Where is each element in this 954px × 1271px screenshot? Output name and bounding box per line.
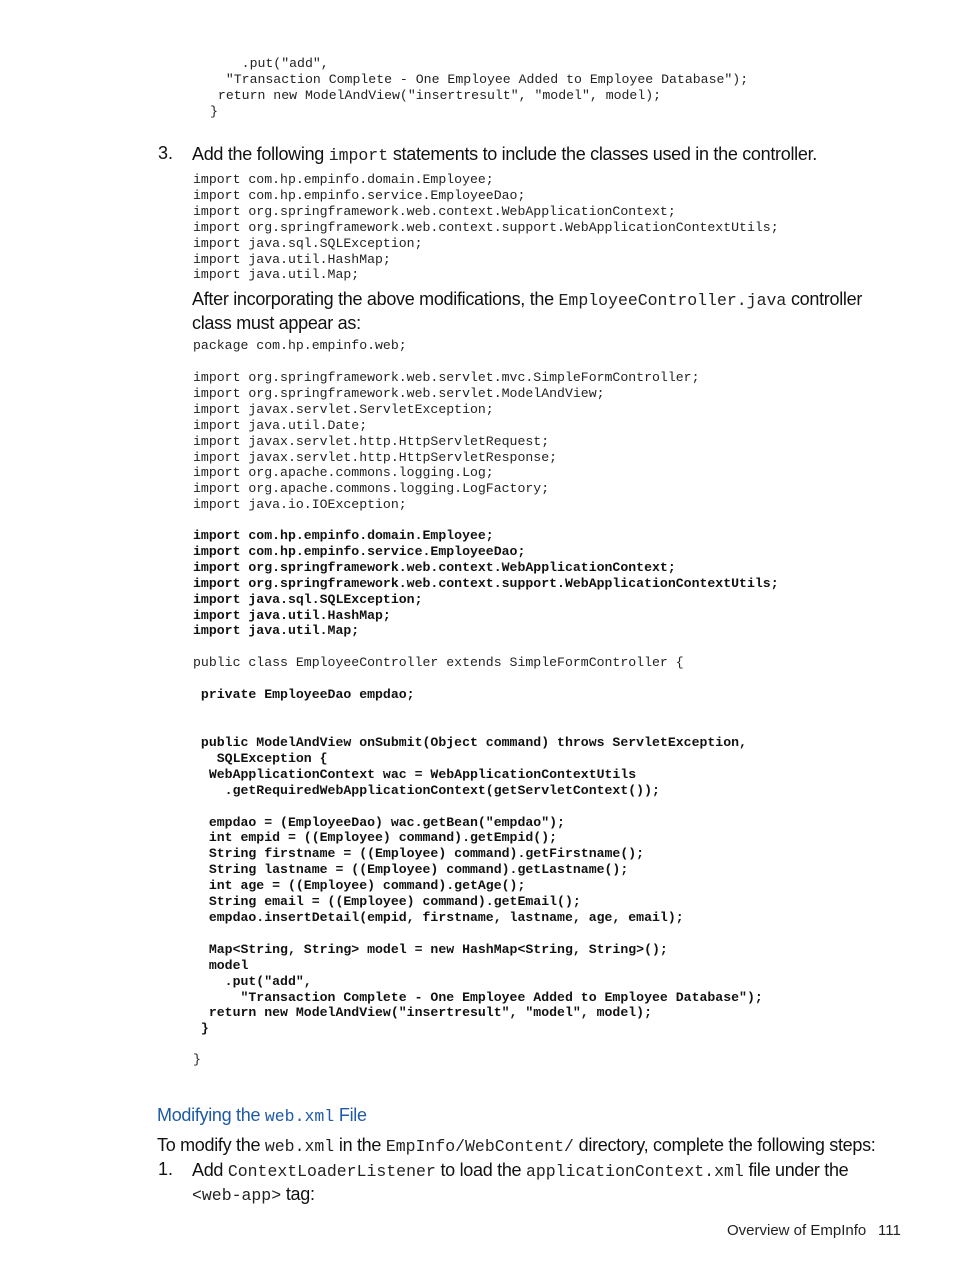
text: Add the following (192, 144, 329, 164)
inline-code: applicationContext.xml (525, 1162, 744, 1181)
code-field-declaration: private EmployeeDao empdao; (193, 687, 415, 702)
code-bold-imports: import com.hp.empinfo.domain.Employee; import com.hp.empinfo.service.EmployeeDao; import org.springframework.web.context.WebApplicationContext; import org.springframework.web.context.support.WebApplicationContextUtils; import java.sql.SQLException; import java.util.HashMap; import java.util.Map; (193, 528, 779, 639)
paragraph-after-modifications (192, 288, 892, 334)
intro-paragraph (157, 1134, 917, 1158)
code-block-imports: import com.hp.empinfo.domain.Employee; import com.hp.empinfo.service.EmployeeDao; import org.springframework.web.context.WebApplicationContext; import org.springframework.web.context.support.WebApplicationContextUtils; import java.sql.SQLException; import java.util.HashMap; import java.util.Map; (193, 172, 779, 283)
inline-code: EmployeeController.java (558, 291, 787, 310)
text: to load the (435, 1160, 526, 1180)
section-heading (157, 1105, 367, 1126)
inline-code: ContextLoaderListener (227, 1162, 436, 1181)
text: statements to include the classes used in the controller. (388, 144, 817, 164)
inline-code: <web-app> (192, 1186, 282, 1205)
code-text: .put("add", "Transaction Complete - One Employee Added to Employee Database"); return new ModelAndView("insertresult", "model", model); } (210, 56, 749, 119)
text: Add (192, 1160, 228, 1180)
text: file under the (743, 1160, 849, 1180)
text: in the (334, 1135, 386, 1155)
step-1-text (192, 1159, 902, 1207)
text: To modify the (157, 1135, 265, 1155)
step-number: 3. (158, 143, 174, 163)
text: tag: (281, 1184, 315, 1204)
page-number: 111 (878, 1222, 901, 1239)
step-number: 1. (158, 1159, 174, 1179)
text: File (334, 1105, 367, 1125)
text: Modifying the (157, 1105, 265, 1125)
text: directory, complete the following steps: (573, 1135, 876, 1155)
text: After incorporating the above modifications, the (192, 289, 559, 309)
code-plain-imports: import org.springframework.web.servlet.mvc.SimpleFormController; import org.springframework.web.servlet.ModelAndView; import javax.servlet.ServletException; import java.util.Date; import javax.servlet.http.HttpServletRequest; import javax.servlet.http.HttpServletResponse; import org.apache.commons.logging.Log; import org.apache.commons.logging.LogFactory; import java.io.IOException; (193, 370, 700, 513)
text: controller class must appear as: (192, 289, 863, 333)
code-package-line: package com.hp.empinfo.web; (193, 338, 407, 353)
inline-code: EmpInfo/WebContent/ (385, 1137, 574, 1156)
code-method-block: public ModelAndView onSubmit(Object command) throws ServletException, SQLException { WebApplicationContext wac = WebApplicationContextUtils .getRequiredWebApplicationContext(getServletContext()); empdao = (EmployeeDao) wac.getBean("empdao"); int empid = ((Employee) command).getEmpid(); String firstname = ((Employee) command).getFirstname(); String lastname = ((Employee) command).getLastname(); int age = ((Employee) command).getAge(); String email = ((Employee) command).getEmail(); empdao.insertDetail(empid, firstname, lastname, age, email); Map<String, String> model = new HashMap<String, String>(); model .put("add", "Transaction Complete - One Employee Added to Employee Database"); return new ModelAndView("insertresult", "model", model); } (200, 735, 763, 1037)
inline-code: web.xml (264, 1137, 335, 1156)
code-closing-brace: } (193, 1052, 201, 1067)
inline-code: import (328, 146, 389, 165)
code-class-declaration: public class EmployeeController extends SimpleFormController { (193, 655, 684, 670)
footer-section-title: Overview of EmpInfo (727, 1222, 867, 1239)
code-block-continuation (210, 56, 748, 120)
step-3-text (192, 143, 912, 167)
inline-code: web.xml (264, 1107, 335, 1126)
